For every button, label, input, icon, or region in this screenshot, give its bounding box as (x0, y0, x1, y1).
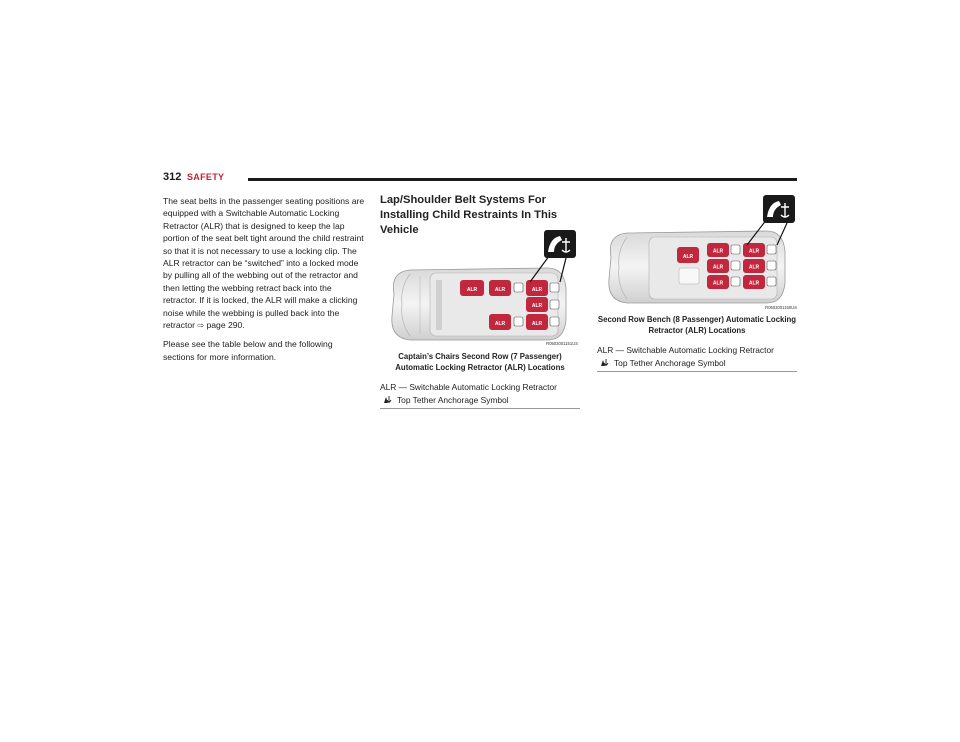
alr-seat (677, 247, 699, 263)
intro-paragraph (163, 195, 366, 332)
svg-text:ALR: ALR (531, 303, 543, 309)
svg-text:ALR: ALR (531, 321, 543, 327)
alr-seat (707, 275, 729, 289)
tether-anchor-icon (763, 195, 795, 223)
legend-divider (380, 408, 580, 409)
svg-text:ALR: ALR (494, 321, 506, 327)
svg-text:ALR: ALR (466, 287, 478, 293)
svg-text:ALR: ALR (712, 248, 724, 255)
legend-alr: ALR — Switchable Automatic Locking Retractor (597, 344, 774, 355)
alr-seat (743, 259, 765, 273)
legend (380, 380, 580, 409)
svg-text:ALR: ALR (712, 280, 724, 287)
legend-tether-label: Top Tether Anchorage Symbol (614, 357, 726, 368)
legend (597, 343, 797, 372)
alr-seat (489, 314, 511, 330)
alr-seat (526, 314, 548, 330)
svg-text:ALR: ALR (748, 264, 760, 271)
tether-icon (600, 358, 610, 367)
image-code: R0503001151US (546, 341, 578, 346)
svg-text:ALR: ALR (748, 248, 760, 255)
page-reference-link[interactable]: page 290. (206, 320, 245, 331)
header-rule (248, 178, 797, 181)
page-header (163, 171, 797, 185)
alr-seat (707, 259, 729, 273)
svg-text:ALR: ALR (748, 280, 760, 287)
alr-seat (460, 280, 484, 296)
captains-chairs-diagram (380, 228, 580, 348)
info-paragraph: Please see the table below and the following sections for more information. (163, 339, 333, 362)
alr-seat (743, 275, 765, 289)
image-code: R0503001150US (765, 305, 797, 310)
alr-seat (489, 280, 511, 296)
svg-text:ALR: ALR (494, 287, 506, 293)
svg-text:ALR: ALR (712, 264, 724, 271)
intro-column (163, 195, 366, 369)
section-heading: Lap/Shoulder Belt Systems For Installing Child Restraints In This Vehicle (380, 194, 558, 236)
second-row-bench-diagram (597, 195, 799, 313)
alr-seat (707, 243, 729, 257)
alr-seat (743, 243, 765, 257)
svg-text:ALR: ALR (531, 287, 543, 293)
section-title: SAFETY (187, 172, 225, 182)
legend-tether (380, 393, 580, 406)
legend-tether-label: Top Tether Anchorage Symbol (397, 394, 509, 405)
page-number: 312 (163, 171, 182, 183)
tether-icon (383, 395, 393, 404)
svg-text:ALR: ALR (682, 254, 694, 260)
legend-divider (597, 371, 797, 372)
intro-text: The seat belts in the passenger seating positions are equipped with a Switchable Automatic Locking Retractor (ALR) that is designed to keep the lap portion of the seat belt tight around the child restraint so that it is not necessary to use a locking clip. The ALR retractor can be “switched” into a locked mode by pulling all of the webbing out of the retractor and then letting the webbing retract back into the retractor. If it is locked, the ALR will make a clicking noise while the webbing is pulled back into the retractor (163, 196, 365, 331)
figure-caption: Second Row Bench (8 Passenger) Automatic Locking Retractor (ALR) Locations (597, 315, 797, 335)
alr-seat (526, 297, 548, 312)
cross-reference-arrow-icon: ⇨ (197, 321, 205, 331)
alr-seat (526, 280, 548, 296)
tether-anchor-icon (544, 230, 576, 258)
legend-tether (597, 356, 797, 369)
legend-alr: ALR — Switchable Automatic Locking Retractor (380, 381, 557, 392)
figure-caption: Captain’s Chairs Second Row (7 Passenger) Automatic Locking Retractor (ALR) Locations (395, 352, 565, 372)
